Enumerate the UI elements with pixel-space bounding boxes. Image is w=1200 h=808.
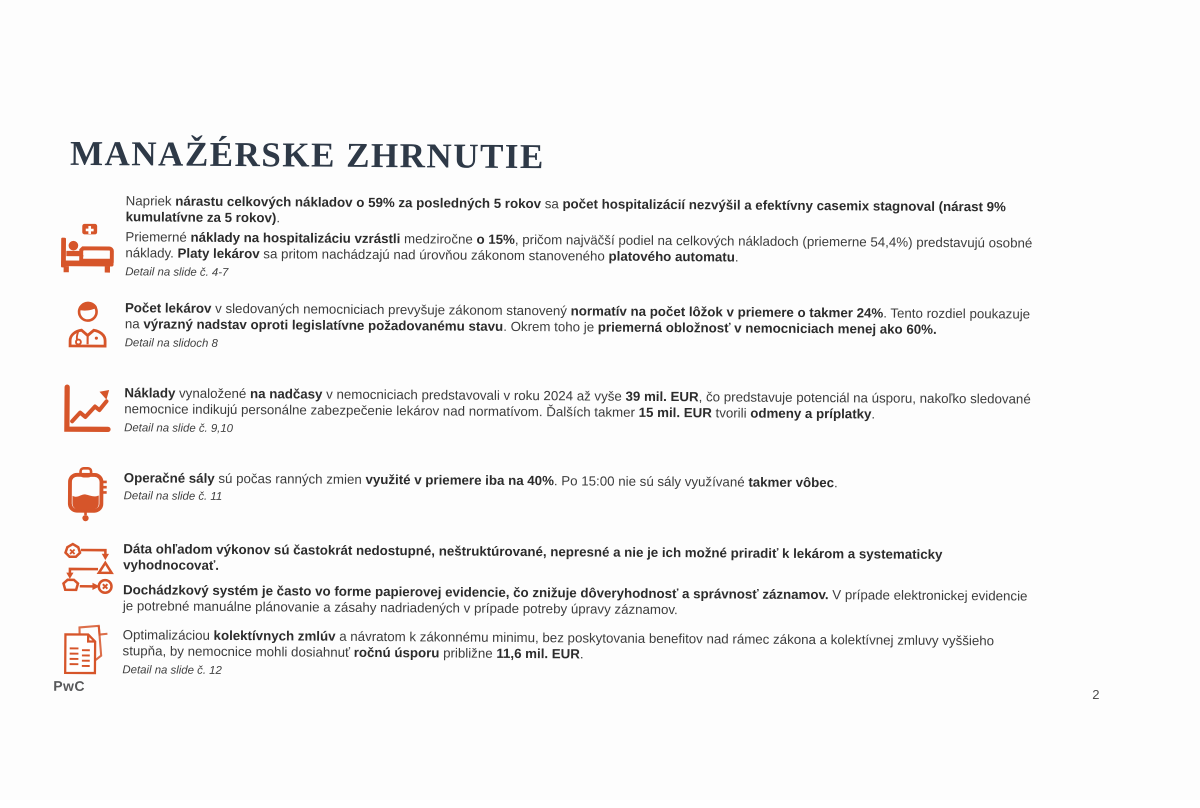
text-regular: medziročne <box>400 230 477 247</box>
text-regular: a návratom k zákonnému minimu, bez poskytovania benefitov nad rámec zákona a kolektívnej zmluvy vyššieho stupňa, by nemocnice mohli dosiahnuť <box>122 628 995 661</box>
pwc-logo: PwC <box>53 677 85 694</box>
text-bold: nárastu celkových nákladov o 59% za posledných 5 rokov <box>175 193 542 212</box>
detail-note: Detail na slide č. 4-7 <box>125 265 229 279</box>
text-regular: sa <box>540 196 563 212</box>
summary-section <box>57 541 1033 629</box>
text-bold: výrazný nadstav oproti legislatívne požadovanému stavu <box>143 316 504 335</box>
iv-bag-icon <box>57 470 123 523</box>
text-bold: 15 mil. EUR <box>638 405 712 421</box>
text-bold: náklady na hospitalizáciu vzrástli <box>190 229 401 246</box>
section-text <box>125 193 1035 285</box>
section-paragraph <box>124 470 1033 493</box>
text-bold: využité v priemere iba na 40% <box>365 471 554 489</box>
detail-note: Detail na slide č. 12 <box>122 664 222 677</box>
text-regular: , pričom najväčší podiel na celkových nákladoch (priemerne 54,4%) predstavujú osobné náklady. <box>125 231 1033 261</box>
text-bold: kolektívnych zmlúv <box>213 627 336 644</box>
text-regular: . Okrem toho je <box>503 319 598 335</box>
text-regular: . <box>734 249 739 265</box>
detail-note: Detail na slide č. 9,10 <box>124 422 234 435</box>
text-bold: o 15% <box>476 231 515 247</box>
text-regular: v sledovaných nemocniciach prevyšuje zákonom stanovený <box>211 300 571 319</box>
section-paragraph <box>123 582 1032 621</box>
text-bold: takmer vôbec <box>748 474 835 491</box>
section-paragraph <box>123 627 1032 666</box>
text-regular: sa pritom nachádzajú nad úrovňou zákonom stanoveného <box>259 246 609 264</box>
summary-sections <box>56 0 1037 807</box>
section-text <box>122 627 1031 683</box>
text-regular: . <box>579 646 584 662</box>
text-bold: na nadčasy <box>249 386 323 402</box>
section-text <box>125 300 1034 356</box>
text-regular: . <box>834 475 838 491</box>
line-chart-arrow-icon <box>58 385 124 438</box>
text-regular: . Po 15:00 nie sú sály využívané <box>553 473 749 490</box>
text-regular: . Tento rozdiel poukazuje na <box>124 305 1031 332</box>
text-regular: , čo predstavuje potenciál na úsporu, nakoľko sledované nemocnice indikujú personálne zabezpečenie lekárov nad normatívom. Ďalších takmer <box>124 389 1031 421</box>
text-regular: . <box>871 406 876 422</box>
text-bold: normatív na počet lôžok v priemere o takmer 24% <box>570 303 884 321</box>
process-flow-icon <box>57 541 123 599</box>
section-paragraph <box>124 385 1033 424</box>
documents-icon <box>56 627 122 680</box>
summary-section <box>58 385 1033 445</box>
text-bold: odmeny a príplatky <box>750 406 872 422</box>
doctor-icon <box>59 300 125 353</box>
text-regular: V prípade elektronickej evidencie je potrebné manuálne plánovanie a zásahy nadriadených v prípade potreby úpravy záznamov. <box>122 586 1028 618</box>
text-bold: počet hospitalizácií nezvýšil a efektívny casemix stagnoval (nárast 9% kumulatívne za 5 rokov) <box>125 196 1006 226</box>
text-regular: . <box>276 210 281 226</box>
section-text <box>124 470 1033 510</box>
text-regular: v nemocniciach predstavovali v roku 2024 až vyše <box>322 386 626 404</box>
text-regular: Napriek <box>125 193 176 209</box>
text-bold: priemerná obložnosť v nemocniciach menej ako 60%. <box>597 319 937 338</box>
section-paragraph <box>125 229 1034 268</box>
section-paragraph <box>125 300 1034 339</box>
text-regular: Priemerné <box>125 229 191 245</box>
text-bold: platového automatu <box>608 248 735 265</box>
page-title: MANAŽÉRSKE ZHRNUTIE <box>69 133 545 177</box>
text-regular: sú počas ranných zmien <box>214 470 366 487</box>
text-regular: Optimalizáciou <box>122 627 214 643</box>
section-text <box>124 385 1033 441</box>
summary-section <box>56 627 1031 687</box>
text-bold: Počet lekárov <box>124 300 212 316</box>
text-bold: Náklady <box>124 385 176 401</box>
summary-section <box>59 300 1034 360</box>
hospital-bed-icon <box>59 193 126 279</box>
summary-section <box>59 193 1035 286</box>
text-bold: Platy lekárov <box>177 245 260 262</box>
section-text <box>123 541 1033 629</box>
page-number: 2 <box>1092 687 1100 703</box>
detail-note: Detail na slidoch 8 <box>124 337 218 350</box>
text-bold: 11,6 mil. EUR <box>496 646 580 662</box>
text-bold: ročnú úsporu <box>353 645 440 661</box>
detail-note: Detail na slide č. 11 <box>123 490 223 504</box>
text-bold: Operačné sály <box>123 470 215 486</box>
text-regular: vynaložené <box>175 385 251 402</box>
text-regular: približne <box>439 645 497 662</box>
text-bold: 39 mil. EUR <box>625 388 699 405</box>
text-bold: Dáta ohľadom výkonov sú častokrát nedostupné, neštruktúrované, nepresné a nie je ich možné priradiť k lekárom a systematicky vyhodnocovať. <box>123 541 943 574</box>
text-regular: tvorili <box>711 405 751 422</box>
summary-section <box>57 470 1032 530</box>
section-paragraph <box>126 193 1035 232</box>
section-paragraph <box>123 541 1032 580</box>
text-bold: Dochádzkový systém je často vo forme papierovej evidencie, čo znižuje dôveryhodnosť a správnosť záznamov. <box>122 582 829 602</box>
